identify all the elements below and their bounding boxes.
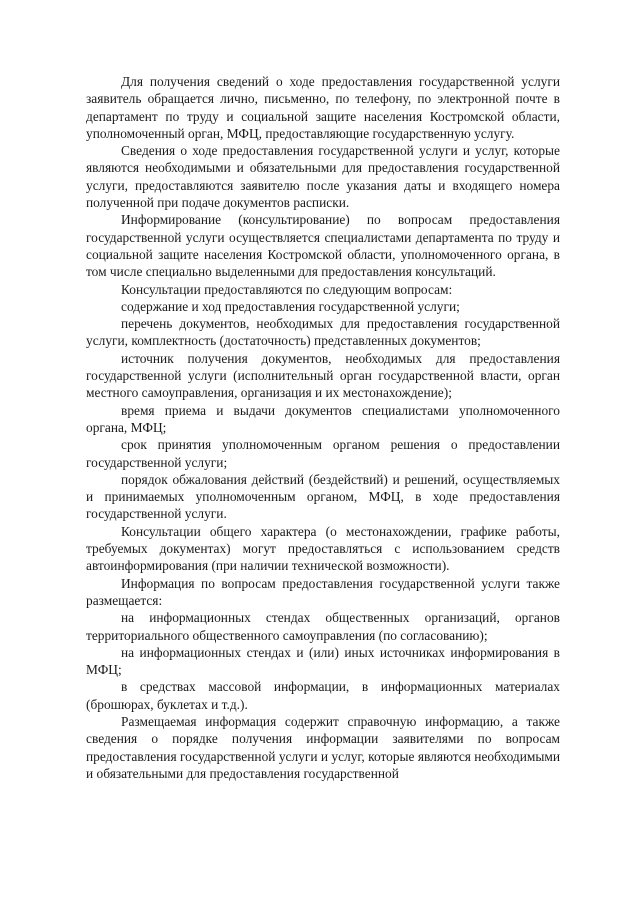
paragraph: порядок обжалования действий (бездействий) и решений, осуществляемых и принимаемых уполномоченным органом, МФЦ, в ходе предоставления государственной услуги. bbox=[86, 471, 560, 522]
paragraph: Консультации предоставляются по следующим вопросам: bbox=[121, 281, 453, 297]
paragraph: срок принятия уполномоченным органом решения о предоставлении государственной услуги; bbox=[86, 437, 560, 470]
paragraph: Информация по вопросам предоставления государственной услуги также размещается: bbox=[86, 575, 560, 608]
document-page bbox=[86, 73, 560, 782]
paragraph: на информационных стендах и (или) иных источниках информирования в МФЦ; bbox=[86, 644, 560, 678]
paragraph: Для получения сведений о ходе предоставления государственной услуги заявитель обращается лично, письменно, по телефону, по электронной почте в департамент по труду и социальной защите населения Костромской области, уполномоченный орган, МФЦ, предоставляющие государственную услугу. bbox=[86, 74, 560, 141]
paragraph: источник получения документов, необходимых для предоставления государственной услуги (исполнительный орган государственной власти, орган местного самоуправления, организация и их местонахождение); bbox=[86, 350, 560, 401]
paragraph: время приема и выдачи документов специалистами уполномоченного органа, МФЦ; bbox=[86, 402, 560, 435]
paragraph: в средствах массовой информации, в информационных материалах (брошюрах, буклетах и т.д.). bbox=[86, 679, 560, 712]
paragraph: Сведения о ходе предоставления государственной услуги и услуг, которые являются необходимыми и обязательными для предоставления государственной услуги, предоставляются заявителю после указания даты и входящего номера полученной при подаче документов расписки. bbox=[86, 143, 560, 211]
paragraph: на информационных стендах общественных организаций, органов территориального общественного самоуправления (по согласованию); bbox=[86, 610, 560, 643]
paragraph: Информирование (консультирование) по вопросам предоставления государственной услуги осуществляется специалистами департамента по труду и социальной защите населения Костромской области, уполномоченного органа, в том числе специально выделенными для предоставления консультаций. bbox=[86, 212, 560, 280]
paragraph: Консультации общего характера (о местонахождении, графике работы, требуемых документах) могут предоставляться с использованием средств автоинформирования (при наличии технической возможности). bbox=[86, 523, 560, 574]
paragraph: содержание и ход предоставления государственной услуги; bbox=[121, 298, 460, 314]
paragraph: перечень документов, необходимых для предоставления государственной услуги, комплектность (достаточность) представленных документов; bbox=[86, 316, 560, 349]
paragraph: Размещаемая информация содержит справочную информацию, а также сведения о порядке получения информации заявителями по вопросам предоставления государственной услуги и услуг, которые являются необходимыми и обязательными для предоставления государственной bbox=[86, 713, 560, 781]
